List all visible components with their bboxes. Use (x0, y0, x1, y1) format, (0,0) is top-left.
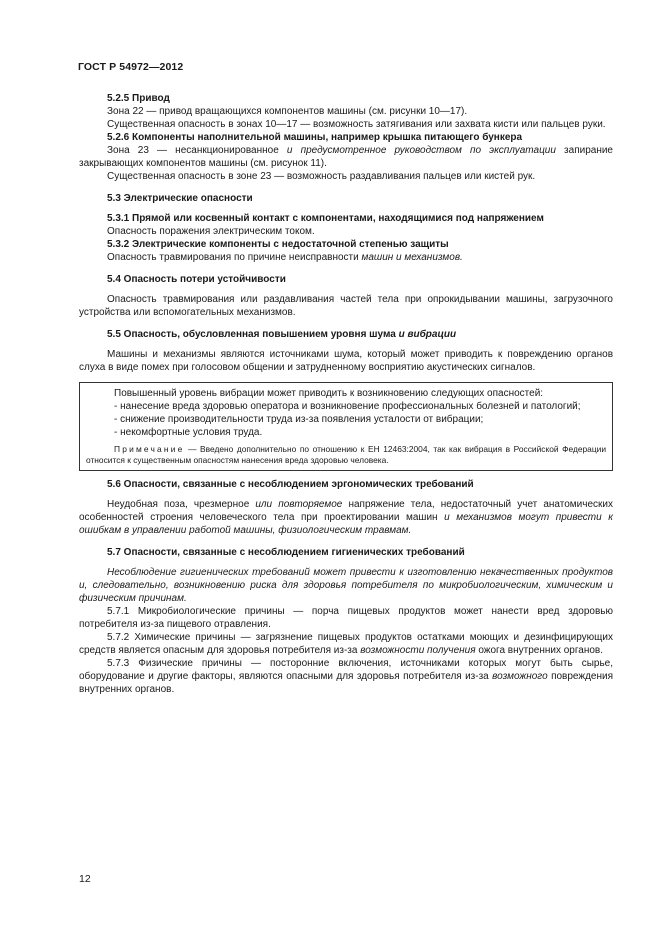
italic-run: Несоблюдение гигиенических требований может привести к изготовлению некачественных продуктов и, следовательно, возникновению риска для здоровья потребителя по микробиологическим, химическим и физическим причинам. (79, 567, 613, 604)
italic-run: и механизмов могут привести к ошибкам в управлении работой машины, физиологическим травмам. (79, 512, 613, 536)
section-5-2-6-heading: 5.2.6 Компоненты наполнительной машины, например крышка питающего бункера (107, 132, 523, 143)
text-run: Зона 23 — несанкционированное (107, 145, 287, 156)
note-label: Примечание (114, 444, 185, 454)
section-5-4-para: Опасность травмирования или раздавливания частей тела при опрокидывании машины, загрузочного устройства или вспомогательных механизмов. (79, 294, 613, 318)
section-5-3-heading: 5.3 Электрические опасности (107, 193, 253, 204)
section-5-5-para: Машины и механизмы являются источниками шума, который может приводить к повреждению органов слуха в виде помех при голосовом общении и затрудненному восприятию акустических сигналов. (79, 349, 613, 373)
section-5-7-2-para (79, 631, 613, 657)
text-run: ожога внутренних органов. (475, 645, 604, 656)
text-run: запирание закрывающих компонентов машины (см. рисунок 11). (79, 145, 613, 169)
italic-run: машин и механизмов. (361, 252, 463, 263)
text-run: 5.5 Опасность, обусловленная повышением уровня шума (107, 329, 399, 340)
text-run: Опасность травмирования по причине неисправности (107, 252, 362, 263)
vibration-intro: Повышенный уровень вибрации может приводить к возникновению следующих опасностей: (114, 388, 544, 399)
section-5-2-5-heading: 5.2.5 Привод (107, 93, 170, 104)
vibration-item: - нанесение вреда здоровью оператора и возникновение профессиональных болезней и патологий; (114, 401, 581, 412)
section-5-7-heading: 5.7 Опасности, связанные с несоблюдением гигиенических требований (107, 547, 465, 558)
section-5-6-para (79, 498, 613, 537)
section-5-3-1-para: Опасность поражения электрическим током. (107, 226, 315, 237)
text-run: напряжение тела, недостаточный учет анатомических особенностей строения человеческого тела при проектировании машин (79, 499, 613, 523)
italic-run: возможности получения (360, 645, 476, 656)
text-run: 5.7.3 Физические причины — посторонние включения, источниками которых могут быть сырье, оборудование и другие факторы, являются опасными для здоровья потребителя из-за (79, 658, 613, 682)
vibration-note (86, 444, 606, 466)
section-5-2-6-para-2: Существенная опасность в зоне 23 — возможность раздавливания пальцев или кистей рук. (107, 171, 536, 182)
italic-run: или повторяемое (255, 499, 343, 510)
document-body (79, 92, 613, 696)
text-run: Неудобная поза, чрезмерное (107, 499, 256, 510)
section-5-2-6-para-1 (79, 144, 613, 170)
section-5-7-3-para (79, 657, 613, 696)
vibration-box (79, 382, 613, 471)
vibration-item: - снижение производительности труда из-за появления усталости от вибрации; (114, 414, 484, 425)
section-5-3-2-para (79, 251, 613, 264)
italic-run: и предусмотренное руководством по эксплуатации (286, 145, 556, 156)
section-5-7-1-para: 5.7.1 Микробиологические причины — порча пищевых продуктов может нанести вред здоровью потребителя из-за пищевого отравления. (79, 606, 613, 630)
section-5-6-heading: 5.6 Опасности, связанные с несоблюдением эргономических требований (107, 479, 474, 490)
section-5-2-5-para-1: Зона 22 — привод вращающихся компонентов машины (см. рисунки 10—17). (107, 106, 468, 117)
document-header: ГОСТ Р 54972—2012 (78, 61, 184, 73)
text-run: 5.7.2 Химические причины — загрязнение пищевых продуктов остатками моющих и дезинфицирующих средств является опасным для здоровья потребителя из-за (79, 632, 613, 656)
section-5-3-1-heading: 5.3.1 Прямой или косвенный контакт с компонентами, находящимися под напряжением (107, 213, 544, 224)
section-5-3-2-heading: 5.3.2 Электрические компоненты с недостаточной степенью защиты (107, 239, 449, 250)
page-number: 12 (79, 873, 91, 885)
section-5-5-heading (79, 328, 613, 341)
italic-run: и вибрации (398, 329, 457, 340)
section-5-7-intro (79, 566, 613, 605)
section-5-4-heading: 5.4 Опасность потери устойчивости (107, 274, 286, 285)
text-run: повреждения внутренних органов. (79, 671, 613, 695)
vibration-item: - некомфортные условия труда. (114, 427, 263, 438)
note-text: — Введено дополнительно по отношению к ЕН 12463:2004, так как вибрация в Российской Федерации относится к существенным опасностям нанесения вреда здоровью человека. (86, 444, 606, 465)
italic-run: возможного (492, 671, 548, 682)
section-5-2-5-para-2: Существенная опасность в зонах 10—17 — возможность затягивания или захвата кисти или пальцев руки. (107, 119, 606, 130)
